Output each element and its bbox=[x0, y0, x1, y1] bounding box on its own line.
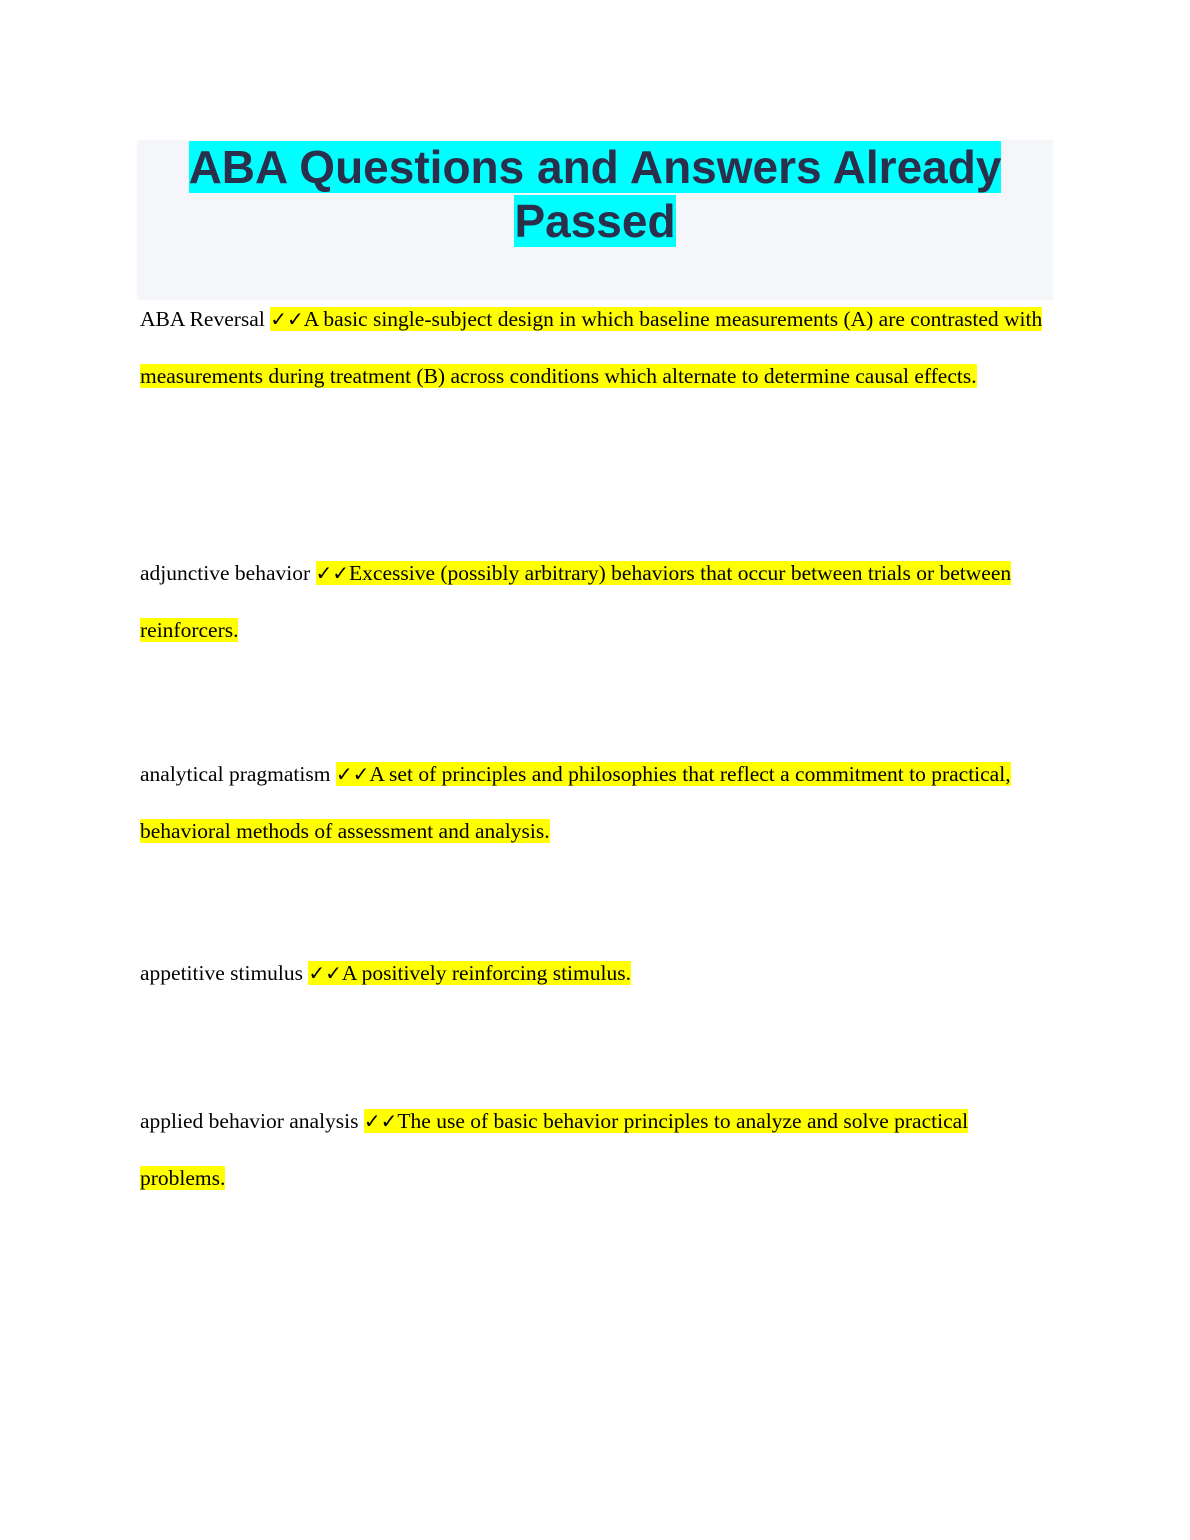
document-title bbox=[137, 140, 1053, 248]
entry-appetitive-stimulus bbox=[140, 945, 1050, 1002]
entry-term: applied behavior analysis bbox=[140, 1109, 359, 1133]
entry-adjunctive-behavior bbox=[140, 545, 1050, 659]
entry-term: adjunctive behavior bbox=[140, 561, 311, 585]
double-check-icon: ✓✓ bbox=[335, 762, 370, 786]
document-title-text: ABA Questions and Answers Already Passed bbox=[188, 141, 1002, 247]
entry-definition: The use of basic behavior principles to analyze and solve practical problems. bbox=[140, 1109, 969, 1190]
entry-definition: A set of principles and philosophies that reflect a commitment to practical, behavioral methods of assessment and analysis. bbox=[140, 762, 1011, 843]
double-check-icon: ✓✓ bbox=[315, 561, 350, 585]
double-check-icon: ✓✓ bbox=[270, 307, 304, 331]
double-check-icon: ✓✓ bbox=[363, 1109, 398, 1133]
entry-term: analytical pragmatism bbox=[140, 762, 331, 786]
entry-definition: A basic single-subject design in which baseline measurements (A) are contrasted with measurements during treatment (B) across conditions which alternate to determine causal effects. bbox=[140, 307, 1043, 388]
entry-applied-behavior-analysis bbox=[140, 1093, 1050, 1207]
entry-term: appetitive stimulus bbox=[140, 961, 304, 985]
title-block bbox=[137, 140, 1053, 300]
entry-definition-block bbox=[308, 961, 631, 985]
entry-definition-block bbox=[140, 307, 1042, 388]
entry-analytical-pragmatism bbox=[140, 746, 1050, 860]
entry-definition: A positively reinforcing stimulus. bbox=[341, 961, 631, 985]
entry-aba-reversal bbox=[140, 291, 1050, 405]
entry-definition: Excessive (possibly arbitrary) behaviors that occur between trials or between reinforcers. bbox=[140, 561, 1012, 642]
entry-term: ABA Reversal bbox=[140, 307, 265, 331]
double-check-icon: ✓✓ bbox=[308, 961, 342, 985]
